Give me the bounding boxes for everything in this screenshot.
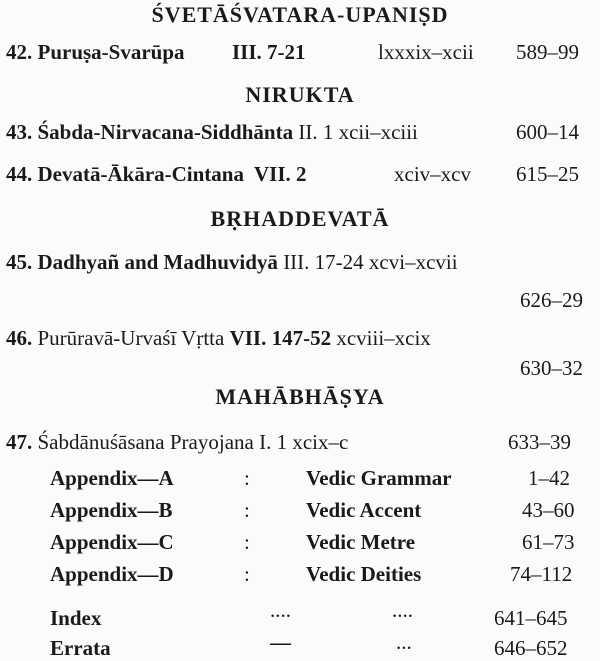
entry-number: 42. xyxy=(6,40,33,64)
index-label: Index xyxy=(50,606,102,630)
entry-ref: VII. 147-52 xyxy=(229,326,332,350)
appendix-pages: 43–60 xyxy=(522,498,575,522)
entry-ref: VII. 2 xyxy=(254,162,307,186)
entry-pages: 633–39 xyxy=(508,430,571,454)
entry-row xyxy=(6,40,185,65)
appendix-pages: 74–112 xyxy=(510,562,573,586)
entry-number: 46. xyxy=(6,326,33,350)
appendix-separator: : xyxy=(244,562,250,586)
entry-ref: III. 17-24 xyxy=(283,250,364,274)
section-heading: MAHĀBHĀṢYA xyxy=(215,384,385,409)
entry-roman: lxxxix–xcii xyxy=(378,40,474,64)
entry-title: Śabda-Nirvacana-Siddhānta xyxy=(37,120,294,144)
appendix-label: Appendix—B xyxy=(50,498,173,522)
entry-row xyxy=(6,250,458,275)
entry-ref: I. 1 xyxy=(259,430,288,454)
entry-number: 47. xyxy=(6,430,33,454)
section-heading: ŚVETĀŚVATARA-UPANIṢD xyxy=(151,2,449,27)
appendix-title: Vedic Accent xyxy=(306,498,422,522)
entry-title: Devatā-Ākāra-Cintana xyxy=(37,162,244,186)
entry-ref: III. 7-21 xyxy=(232,40,306,64)
appendix-separator: : xyxy=(244,466,250,490)
errata-leader-1: — xyxy=(270,630,291,654)
appendix-pages: 61–73 xyxy=(522,530,575,554)
appendix-label: Appendix—C xyxy=(50,530,174,554)
entry-row xyxy=(6,326,431,351)
appendix-label: Appendix—D xyxy=(50,562,174,586)
appendix-label: Appendix—A xyxy=(50,466,174,490)
entry-title: Dadhyañ and Madhuvidyā xyxy=(37,250,278,274)
entry-title: Śabdānuśāsana Prayojana xyxy=(37,430,254,454)
entry-number: 44. xyxy=(6,162,33,186)
entry-pages: 589–99 xyxy=(516,40,579,64)
errata-pages: 646–652 xyxy=(494,636,568,660)
entry-roman: xcviii–xcix xyxy=(336,326,431,350)
errata-label: Errata xyxy=(50,636,111,660)
entry-ref: II. 1 xyxy=(298,120,334,144)
entry-row xyxy=(6,120,418,145)
entry-pages: 600–14 xyxy=(516,120,579,144)
index-leader-1: .... xyxy=(270,598,291,622)
entry-pages: 626–29 xyxy=(520,288,583,312)
index-pages: 641–645 xyxy=(494,606,568,630)
entry-number: 43. xyxy=(6,120,33,144)
appendix-pages: 1–42 xyxy=(528,466,570,490)
entry-title: Puruṣa-Svarūpa xyxy=(37,40,185,64)
entry-roman: xcvi–xcvii xyxy=(368,250,458,274)
entry-roman: xciv–xcv xyxy=(394,162,471,186)
entry-roman: xcix–c xyxy=(292,430,349,454)
entry-pages: 615–25 xyxy=(516,162,579,186)
errata-leader-2: ... xyxy=(396,630,412,654)
appendix-title: Vedic Grammar xyxy=(306,466,452,490)
entry-row xyxy=(6,430,348,455)
section-heading: BṚHADDEVATĀ xyxy=(210,206,390,231)
entry-pages: 630–32 xyxy=(520,356,583,380)
index-leader-2: .... xyxy=(392,598,413,622)
appendix-separator: : xyxy=(244,498,250,522)
appendix-title: Vedic Deities xyxy=(306,562,422,586)
appendix-separator: : xyxy=(244,530,250,554)
entry-title: Purūravā-Urvaśī Vṛtta xyxy=(37,326,225,350)
entry-number: 45. xyxy=(6,250,33,274)
section-heading: NIRUKTA xyxy=(245,82,355,107)
entry-row xyxy=(6,162,244,187)
entry-roman: xcii–xciii xyxy=(338,120,418,144)
appendix-title: Vedic Metre xyxy=(306,530,416,554)
